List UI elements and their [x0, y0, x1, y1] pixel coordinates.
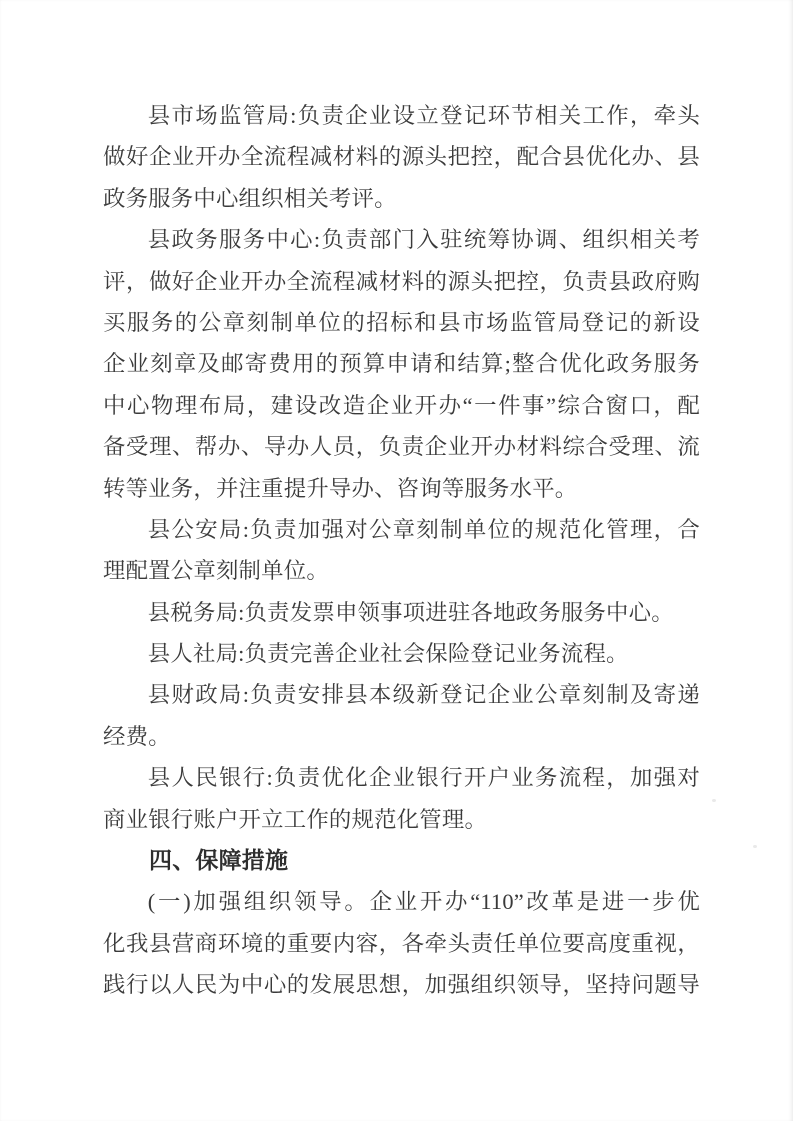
document-page [103, 95, 700, 1006]
text-line: 县政务服务中心:负责部门入驻统筹协调、组织相关考 [147, 227, 700, 253]
text-line: 县人社局:负责完善企业社会保险登记业务流程。 [147, 641, 629, 667]
text-line: 商业银行账户开立工作的规范化管理。 [103, 806, 488, 832]
text-line: 评，做好企业开办全流程减材料的源头把控，负责县政府购 [103, 268, 700, 294]
text-line: 政务服务中心组织相关考评。 [103, 185, 397, 211]
text-line: 化我县营商环境的重要内容，各牵头责任单位要高度重视， [103, 930, 700, 956]
text-line: 县公安局:负责加强对公章刻制单位的规范化管理，合 [147, 516, 700, 542]
text-line: 理配置公章刻制单位。 [103, 558, 329, 584]
scan-speck [712, 799, 716, 802]
text-line: 备受理、帮办、导办人员，负责企业开办材料综合受理、流 [103, 434, 700, 460]
text-line: 企业刻章及邮寄费用的预算申请和结算;整合优化政务服务 [103, 351, 700, 377]
text-line: (一)加强组织领导。企业开办“110”改革是进一步优 [147, 889, 700, 915]
text-line: 经费。 [103, 723, 171, 749]
text-line: 中心物理布局，建设改造企业开办“一件事”综合窗口，配 [103, 392, 700, 418]
text-line: 县市场监管局:负责企业设立登记环节相关工作，牵头 [147, 103, 700, 128]
text-line: 县财政局:负责安排县本级新登记企业公章刻制及寄递 [147, 682, 700, 708]
scan-speck [753, 845, 757, 848]
section-heading: 四、保障措施 [149, 847, 289, 874]
text-line: 县人民银行:负责优化企业银行开户业务流程，加强对 [147, 765, 700, 791]
text-line: 做好企业开办全流程减材料的源头把控，配合县优化办、县 [103, 144, 700, 170]
text-line: 践行以人民为中心的发展思想，加强组织领导，坚持问题导 [103, 972, 700, 998]
text-line: 转等业务，并注重提升导办、咨询等服务水平。 [103, 475, 578, 501]
text-line: 买服务的公章刻制单位的招标和县市场监管局登记的新设 [103, 309, 700, 335]
text-line: 县税务局:负责发票申领事项进驻各地政务服务中心。 [147, 599, 674, 625]
